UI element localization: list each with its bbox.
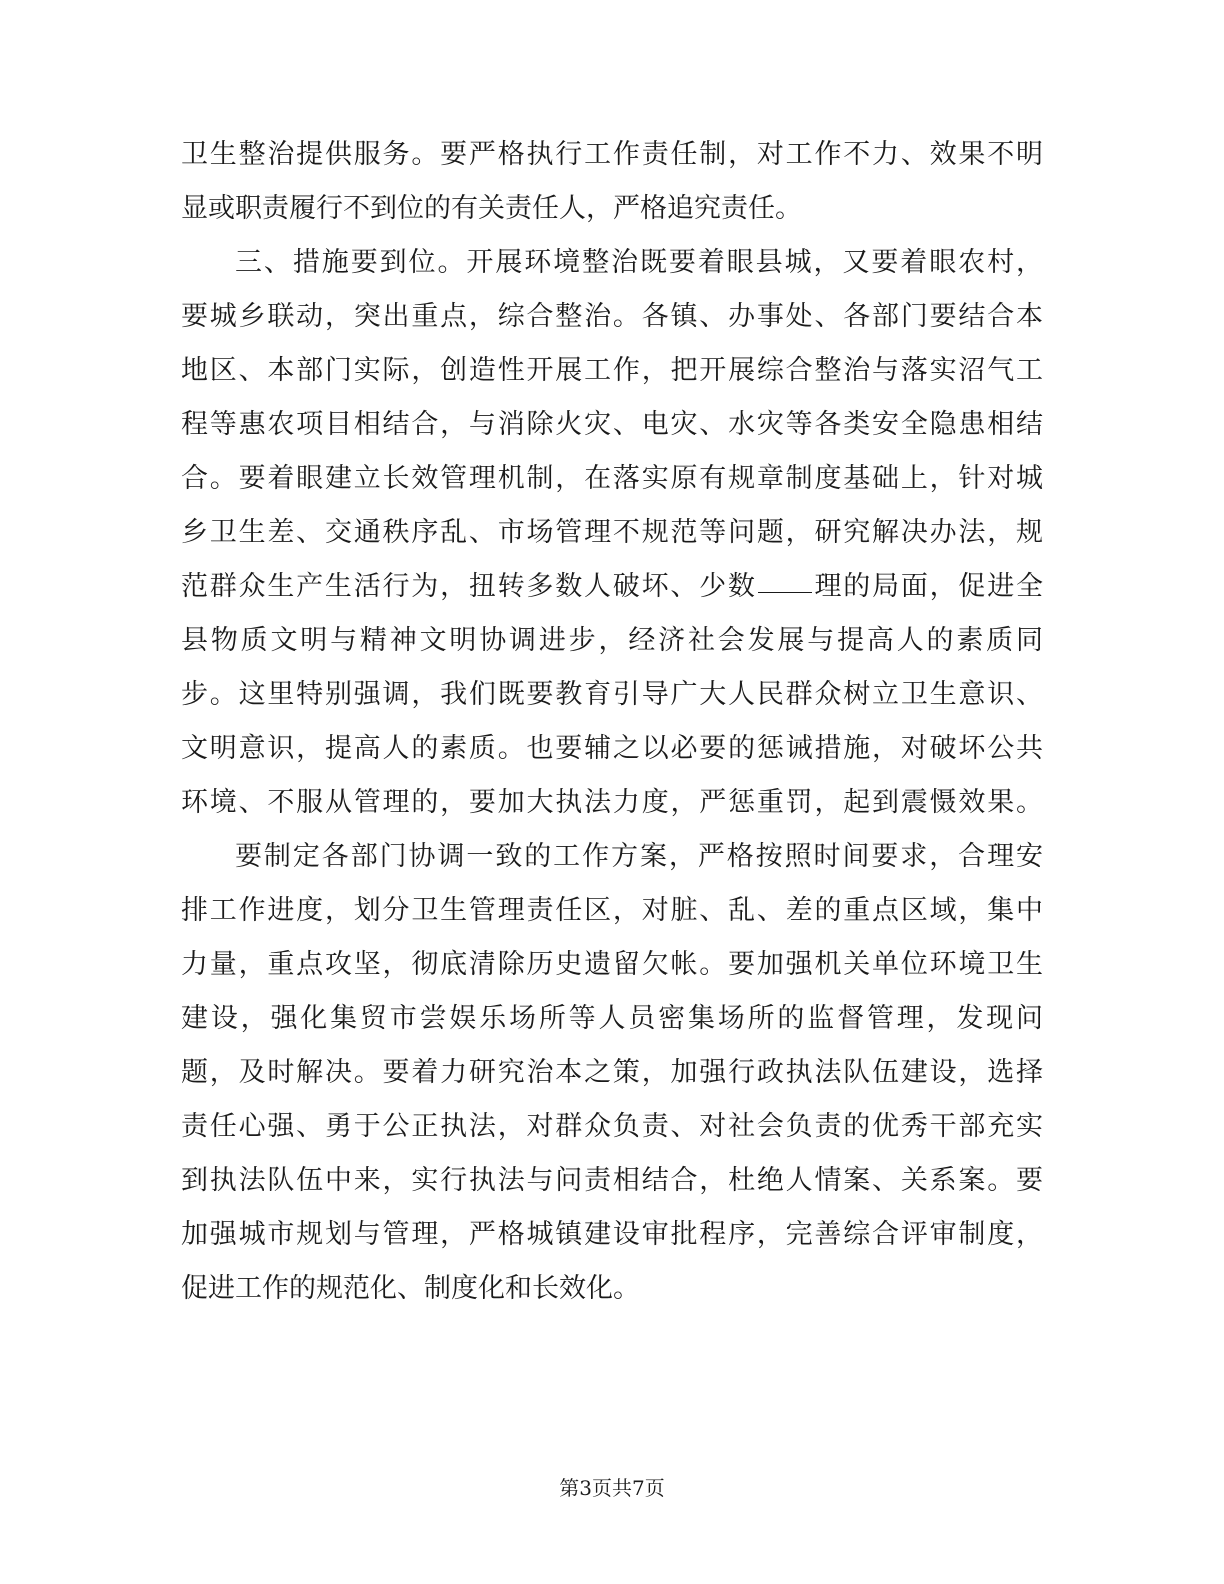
page-number-footer: 第3页共7页 (559, 1476, 665, 1500)
text-line: 卫生整治提供服务。要严格执行工作责任制，对工作不力、效果不明 (181, 139, 1043, 170)
fill-in-blank (758, 568, 812, 593)
paragraph-1 (181, 128, 1043, 236)
text-line: 县物质文明与精神文明协调进步，经济社会发展与提高人的素质同 (181, 625, 1043, 656)
text-line: 环境、不服从管理的，要加大执法力度，严惩重罚，起到震慑效果。 (181, 787, 1043, 818)
document-body (181, 128, 1043, 1316)
text-line: 文明意识，提高人的素质。也要辅之以必要的惩诫措施，对破坏公共 (181, 733, 1043, 764)
text-line: 地区、本部门实际，创造性开展工作，把开展综合整治与落实沼气工 (181, 355, 1043, 386)
text-line: 加强城市规划与管理，严格城镇建设审批程序，完善综合评审制度， (181, 1219, 1043, 1250)
text-line: 程等惠农项目相结合，与消除火灾、电灾、水灾等各类安全隐患相结 (181, 409, 1043, 440)
text-line-with-blank (181, 560, 1043, 614)
text-line: 要制定各部门协调一致的工作方案，严格按照时间要求，合理安 (235, 841, 1043, 872)
text-line: 责任心强、勇于公正执法，对群众负责、对社会负责的优秀干部充实 (181, 1111, 1043, 1142)
text-line: 题，及时解决。要着力研究治本之策，加强行政执法队伍建设，选择 (181, 1057, 1043, 1088)
text-segment: 理的局面，促进全 (812, 571, 1044, 602)
text-line: 三、措施要到位。开展环境整治既要着眼县城，又要着眼农村， (235, 247, 1043, 278)
paragraph-2 (181, 236, 1043, 830)
paragraph-3 (181, 830, 1043, 1316)
text-line: 要城乡联动，突出重点，综合整治。各镇、办事处、各部门要结合本 (181, 301, 1043, 332)
text-line: 到执法队伍中来，实行执法与问责相结合，杜绝人情案、关系案。要 (181, 1165, 1043, 1196)
text-segment: 范群众生产生活行为，扭转多数人破坏、少数 (181, 571, 757, 602)
text-line: 排工作进度，划分卫生管理责任区，对脏、乱、差的重点区域，集中 (181, 895, 1043, 926)
text-line: 步。这里特别强调，我们既要教育引导广大人民群众树立卫生意识、 (181, 679, 1043, 710)
text-line: 显或职责履行不到位的有关责任人，严格追究责任。 (181, 193, 802, 224)
text-line: 促进工作的规范化、制度化和长效化。 (181, 1273, 640, 1304)
text-line: 力量，重点攻坚，彻底清除历史遗留欠帐。要加强机关单位环境卫生 (181, 949, 1043, 980)
text-line: 建设，强化集贸市尝娱乐场所等人员密集场所的监督管理，发现问 (181, 1003, 1043, 1034)
text-line: 合。要着眼建立长效管理机制，在落实原有规章制度基础上，针对城 (181, 463, 1043, 494)
text-line: 乡卫生差、交通秩序乱、市场管理不规范等问题，研究解决办法，规 (181, 517, 1043, 548)
